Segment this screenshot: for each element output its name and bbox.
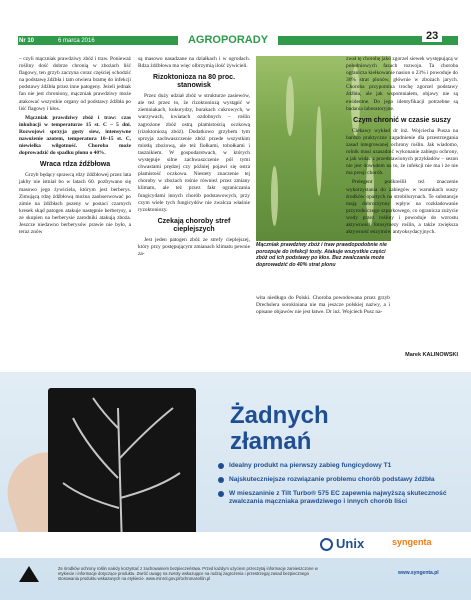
article-column-3 — [256, 295, 390, 318]
paragraph: zwał tę chorobę jako zgorzel siewek występującą w południowych fazach rozwoju. Ta choroba ogranicza kiełkowanie nasion o 23% i powoduje do 30% strat plonów, głównie w zbożach jarych. Choroba przypomina trochę zgorzel podstawy źdźbła, ale jak wspomniałem, objawy nie są ewidentne. Do jego identyfikacji potrzebne są badania laboratoryjne. — [346, 56, 458, 112]
syngenta-logo: syngenta — [392, 537, 432, 547]
paragraph: Prelegent podkreślił też znaczenie wykorzystania do zabiegów w warunkach suszy środków opartych na strobilurynach. Te substancje mają dobroczynny wpływ na rozkładowanie przyrodniczego szparkowego, co ogranicza zużycie wody przez rośliny i powoduje do wzrostu aktywności fotosyntezy roślin, a także zwiększa aktywność enzymów antyoksydacyjnych. — [346, 179, 458, 236]
unix-brand-text: Unix — [336, 536, 365, 551]
headline-line-2: złamań — [230, 428, 312, 455]
paragraph: – czyli mączniak prawdziwy zbóż i traw. Ponieważ rośliny dość dobrze chronią w zbożach liść flagowy, ten grzyb zaczyna coraz częściej schodzić na podstawę źdźbła i tam otwiera bramę do infekcji podstawy źdźbła przez inne patogeny. Jeżeli jednak fan nie jest chroniony, mączniak prawdziwy może atakować wszystkie organy od podstawy źdźbła po liść flagowy i kłos. — [19, 56, 131, 112]
article-column-1 — [19, 56, 131, 238]
author-name: Marek KALINOWSKI — [405, 352, 458, 358]
ad-bullets — [218, 462, 468, 512]
paragraph: są masowo nasadzane na działkach i w ogrodach. Rdza źdźbłowa ma więc olbrzymią ilość żywicieli. — [138, 56, 250, 70]
warning-triangle-icon — [19, 566, 39, 582]
ad-headline — [230, 403, 329, 455]
issue-number: Nr 10 — [19, 38, 35, 44]
article-column-4 — [346, 56, 458, 238]
xray-wheat-image — [48, 388, 196, 553]
ad-footnote: Ze środków ochrony roślin należy korzystać z zachowaniem bezpieczeństwa. Przed każdym użyciem przeczytaj informacje zamieszczone w etykiecie i informacje dotyczące produktu. Zwróć uwagę na zwroty wskazujące na rodzaj zagrożenia i przestrzegaj zasad bezpiecznego stosowania produktu wskazanych na etykiecie. www.minrol.gov.pl/ochronaroślin.pl — [58, 566, 318, 581]
paragraph: Ciekawy wykład dr inż. Wojciecha Pusza na bardzo praktyczne zagadnienie dla przestrzegania zasad integrowanej ochrony roślin. Jak wiadomo, rolnik musi uzasadnić wykonanie zabiegu ochrony, a jak widać z przedstawionych przykładów – sezon nie jest dowodem na to, że infekcji nie ma i że nie ma presji chorób. — [346, 127, 458, 177]
page-header — [0, 0, 471, 50]
subheading: Czekają choroby stref cieplejszych — [157, 217, 231, 233]
page-number: 23 — [422, 30, 442, 42]
subheading: Rizoktonioza na 80 proc. stanowisk — [152, 74, 236, 90]
paragraph: Grzyb będący sprawcą rdzy źdźbłowej przez lata jakby nie istniał bo w latach 60. pozbywano się masowo jego żywiciela, którym jest berberys. Zimującą rdzę źdźbłową można zaobserwować po zimie na źdźbłach pszeny w postaci czarnych kresek skąd patogen atakuje następnie berberysy, a ze skupien na berberysie zarodniki atakują zboża. Jeszcze niedawno berberysów prawie nie było, a teraz znów — [19, 172, 131, 236]
paragraph: Mączniak prawdziwy zbóż i traw: czas inkubacji w temperaturze 15 st. C – 5 dni. Rozwojowi sprzyja gęsty siew, intensywne nawożenie azotem, temperatura 10–15 st. C, niewielka wilgotność. Choroba może doprowadzić do spadku plonu o 40%. — [19, 114, 131, 157]
unix-logo — [320, 536, 364, 551]
unix-circle-icon — [320, 538, 333, 551]
subheading: Wraca rdza źdźbłowa — [39, 161, 111, 169]
article-column-2 — [138, 56, 250, 260]
paragraph: wita niedługo do Polski. Choroba powodowana przez grzyb Drechslera sorokiniana nie ma jeszcze polskiej nazwy, a i opisane objawów nie jest łatwe. Dr inż. Wojciech Pusz na- — [256, 295, 390, 316]
ad-bullet: W mieszaninie z Tilt Turbo® 575 EC zapewnia najwyższą skuteczność zwalczania mączniaka prawdziwego i innych chorób liści — [218, 490, 468, 506]
ad-bullet: Idealny produkt na pierwszy zabieg fungicydowy T1 — [218, 462, 468, 470]
subheading: Czym chronić w czasie suszy — [353, 116, 451, 124]
paragraph: Jest jeden patogen zbóż ze strefy cieplejszej, który przy postępującym zmianach klimatu pewnie za- — [138, 236, 250, 257]
ad-bullet: Najskuteczniejsze rozwiązanie problemu chorób podstawy źdźbła — [218, 476, 468, 484]
issue-date: 6 marca 2016 — [58, 38, 95, 44]
section-title: AGROPORADY — [178, 33, 278, 47]
ad-url: www.syngenta.pl — [398, 570, 439, 576]
headline-line-1: Żadnych — [230, 402, 329, 429]
paragraph: Przez duży udział zbóż w strukturze zasiewów, ale też przez to, że rizoktoniozą wystąpić w ziemniakach, kukurydzy, burakach cukrowych, w warzywach, kwiatach ozdobnych – roślin zagrożone zbóż ostrą plamistością oczkową (rizoktoniozą zbóż). Dodatkowo grzybem tym sprzyja zachwaszczenie zbóż przede wszystkim miotłą zbożową, ale też fiołkami, tobołkami i tasznikiem. W gospodarstwach, w których występuje silne zachwaszczenie pól tymi chwastami prędzej czy później pojawi się ostra plamistość oczkowa. Niestety znaczenie tej choroby w zbożach rośnie również przez zmiany klimatu, ale też przez fakt ograniczania fungicydami innych chorób podstawowych, przy czym wiele tych fungicydów nie zwalcza właśnie ryzoktoniozy. — [138, 93, 250, 213]
photo-caption: Mączniak prawdziwy zbóż i traw prawdopodobnie nie porozpuje do infekcji tosty. Atakuje wszystkie części zbóż od ich podstawy po kłos. Bez zwalczania może doprowadzić do 40% strat plonu — [256, 242, 387, 268]
